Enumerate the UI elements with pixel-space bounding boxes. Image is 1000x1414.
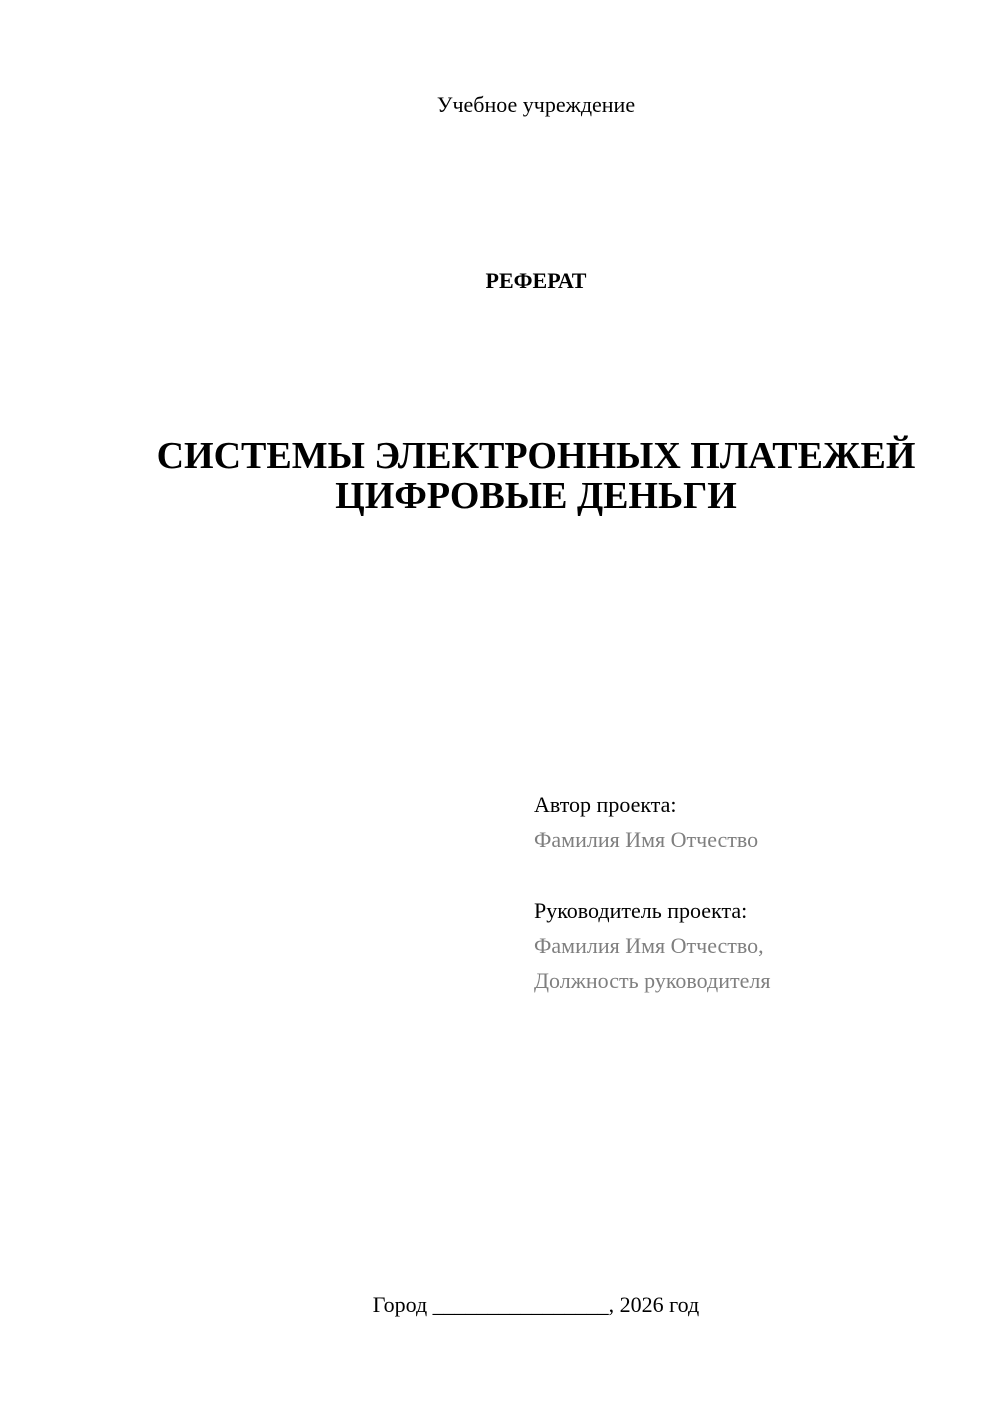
info-spacer xyxy=(534,857,974,893)
supervisor-name: Фамилия Имя Отчество, xyxy=(534,933,764,958)
document-title xyxy=(72,436,1000,516)
supervisor-position: Должность руководителя xyxy=(534,968,771,993)
city-year-footer: Город ________________, 2026 год xyxy=(372,1292,700,1317)
title-line-1: СИСТЕМЫ ЭЛЕКТРОННЫХ ПЛАТЕЖЕЙ xyxy=(156,435,916,477)
institution-name: Учебное учреждение xyxy=(436,92,636,117)
supervisor-label: Руководитель проекта: xyxy=(534,898,748,923)
author-label: Автор проекта: xyxy=(534,792,677,817)
document-type: РЕФЕРАТ xyxy=(485,268,587,293)
title-line-2: ЦИФРОВЫЕ ДЕНЬГИ xyxy=(335,475,737,517)
project-info xyxy=(534,787,974,998)
author-name: Фамилия Имя Отчество xyxy=(534,827,759,852)
